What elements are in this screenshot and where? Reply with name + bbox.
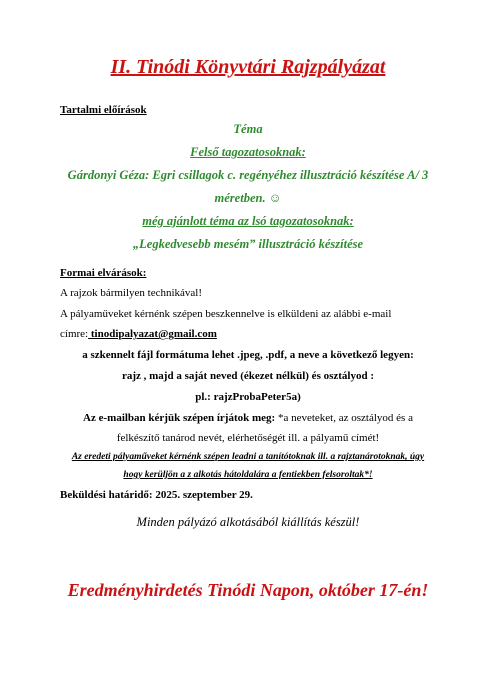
email-line [60,328,217,340]
exhibition-note: Minden pályázó alkotásából kiállítás készül! [136,515,360,529]
upper-grades-heading: Felső tagozatosoknak: [190,145,306,159]
content-heading: Tartalmi előírások [60,104,147,116]
email-link[interactable]: tinodipalyazat@gmail.com [88,328,217,340]
theme-label: Téma [233,122,263,136]
format-line1: a szkennelt fájl formátuma lehet .jpeg, .pdf, a neve a következő legyen: [82,349,414,361]
upper-task-line1: Gárdonyi Géza: Egri csillagok c. regényéhez illusztráció készítése A/ 3 [67,168,429,182]
lower-grades-heading: még ajánlott téma az lsó tagozatosoknak: [142,214,354,228]
contest-title: II. Tinódi Könyvtári Rajzpályázat [110,56,386,78]
format-line2: rajz , majd a saját neved (ékezet nélkül) és osztályod : [121,370,375,382]
formal-heading: Formai elvárások: [60,267,147,279]
original-works-line2: hogy kerüljön a z alkotás hátoldalára a fentiekben felsoroltak*! [123,470,373,480]
email-request-line2: felkészítő tanárod nevét, elérhetőségét ill. a pályamű címét! [116,432,380,444]
email-prefix: címre: [60,328,89,340]
results-announcement: Eredményhirdetés Tinódi Napon, október 17-én! [67,580,429,600]
technique-line: A rajzok bármilyen technikával! [60,287,203,299]
original-works-line1: Az eredeti pályaműveket kérnénk szépen leadni a tanítótoknak ill. a rajztanárotoknak, úgy [71,452,425,462]
email-request-line1 [0,412,496,424]
submit-line: A pályaműveket kérnénk szépen beszkennelve is elküldeni az alábbi e-mail [60,308,392,320]
email-request-bold: Az e-mailban kérjük szépen írjátok meg: [83,412,276,424]
email-request-rest: *a neveteket, az osztályod és a [275,412,413,424]
deadline: Beküldési határidő: 2025. szeptember 29. [60,489,253,501]
lower-task: „Legkedvesebb mesém” illusztráció készítése [132,237,364,251]
upper-task-line2: méretben. ☺ [214,191,282,205]
filename-example: pl.: rajzProbaPeter5a) [195,391,301,403]
